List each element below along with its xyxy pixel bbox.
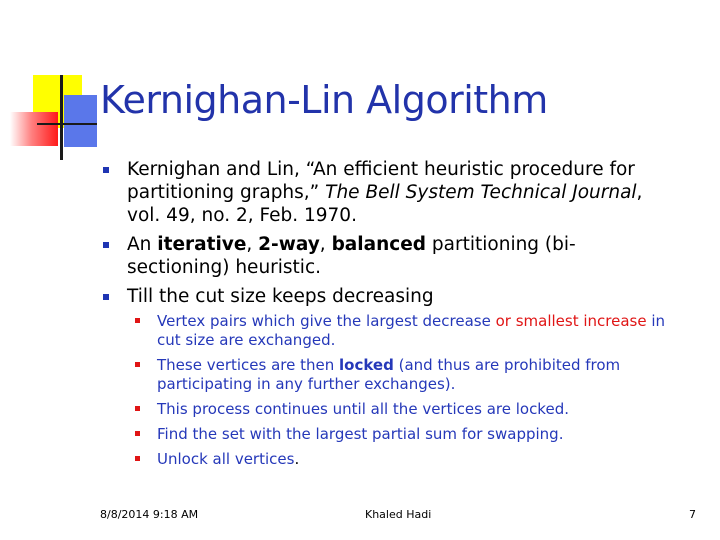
sub-bullet-text: Vertex pairs which give the largest decrease: [157, 312, 496, 330]
bullet-item-description: [103, 233, 673, 279]
square-bullet-icon: [135, 362, 140, 367]
sub-bullet-item: [135, 356, 673, 394]
square-bullet-icon: [103, 167, 109, 173]
keyword-iterative: iterative: [157, 234, 247, 255]
highlight-text: or: [495, 312, 511, 330]
logo-horizontal-line: [37, 123, 97, 125]
sub-bullet-list: [135, 312, 673, 469]
bullet-list: [103, 158, 673, 475]
square-bullet-icon: [135, 456, 140, 461]
keyword-2-way: 2-way: [258, 234, 320, 255]
sub-bullet-text: (and thus are prohibited from participating in any further exchanges).: [157, 356, 621, 393]
reference-text: Kernighan and Lin, “An efficient heuristic procedure for partitioning graphs,”: [127, 159, 635, 203]
page-number: 7: [689, 508, 696, 521]
separator: ,: [246, 234, 259, 255]
square-bullet-icon: [103, 294, 109, 300]
sub-bullet-text: Find the set with the largest partial sum for swapping.: [157, 425, 564, 443]
description-text: An: [127, 234, 158, 255]
sub-bullet-text: These vertices are then: [157, 356, 340, 374]
footer-date: 8/8/2014 9:18 AM: [100, 508, 199, 521]
square-bullet-icon: [135, 431, 140, 436]
footer-author: Khaled Hadi: [365, 508, 432, 521]
bullet-item-reference: [103, 158, 673, 227]
highlight-text: smallest increase: [515, 312, 647, 330]
loop-text: Till the cut size keeps decreasing: [127, 286, 434, 307]
sub-bullet-text: Unlock all vertices: [157, 450, 295, 468]
sub-bullet-item: [135, 312, 673, 350]
sub-bullet-text: in cut size are exchanged.: [157, 312, 666, 349]
sub-bullet-text: This process continues until all the vertices are locked.: [157, 400, 569, 418]
sub-bullet-item: [135, 425, 673, 444]
keyword-locked: locked: [339, 356, 394, 374]
logo-red-block: [10, 112, 58, 146]
logo-blue-block: [64, 95, 97, 147]
logo-vertical-line: [60, 75, 63, 160]
reference-details: , vol. 49, no. 2, Feb. 1970.: [127, 182, 643, 226]
square-bullet-icon: [135, 406, 140, 411]
journal-name: The Bell System Technical Journal: [325, 182, 637, 203]
slide-title: Kernighan-Lin Algorithm: [100, 78, 548, 122]
sub-bullet-item: [135, 450, 673, 469]
description-text: partitioning (bi-sectioning) heuristic.: [127, 234, 576, 278]
bullet-item-loop: [103, 285, 673, 469]
keyword-balanced: balanced: [331, 234, 427, 255]
sub-bullet-item: [135, 400, 673, 419]
square-bullet-icon: [103, 242, 109, 248]
square-bullet-icon: [135, 318, 140, 323]
period-text: .: [294, 450, 300, 468]
separator: ,: [319, 234, 332, 255]
